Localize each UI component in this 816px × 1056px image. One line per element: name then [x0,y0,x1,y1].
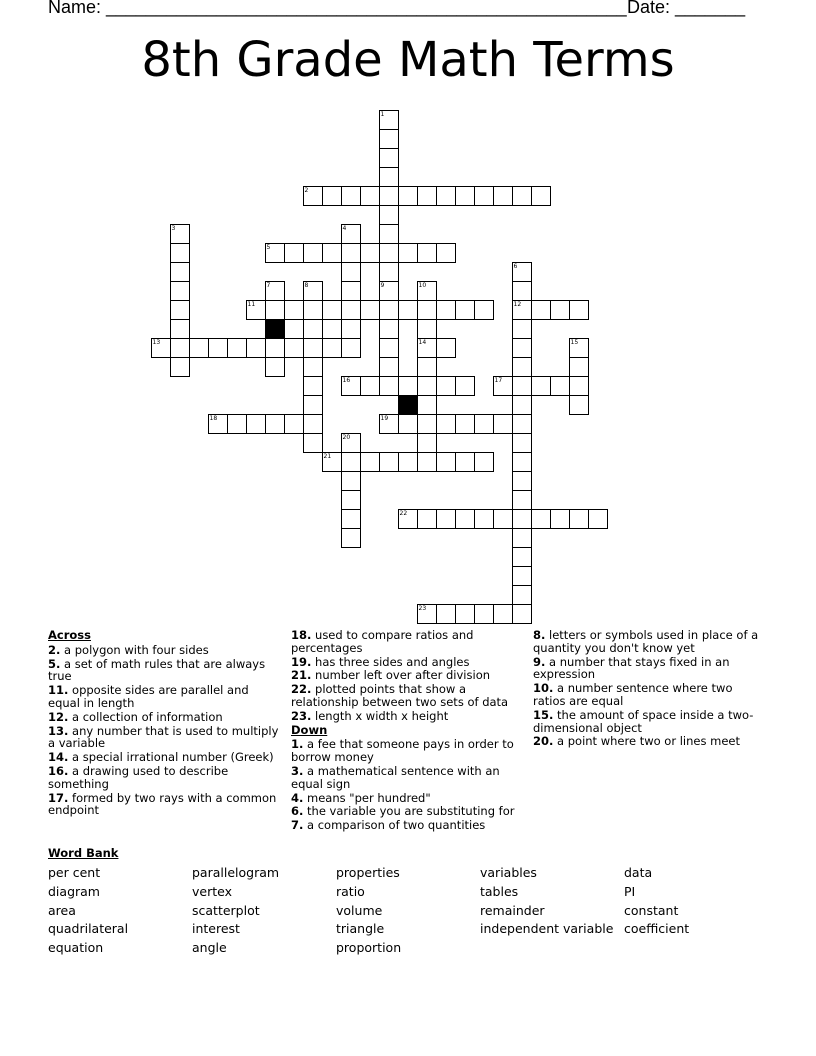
word-bank-word: scatterplot [192,902,260,918]
crossword-cell[interactable] [493,509,513,529]
crossword-cell[interactable] [170,357,190,377]
clue-text: a fee that someone pays in order to borrow money [291,737,514,765]
crossword-cell[interactable] [341,262,361,282]
crossword-cell[interactable] [417,376,437,396]
crossword-cell[interactable] [474,300,494,320]
clue-number: 2. [48,642,61,657]
clue-number: 10. [533,681,554,696]
crossword-cell[interactable] [341,528,361,548]
crossword-cell[interactable] [303,357,323,377]
crossword-cell[interactable] [417,319,437,339]
crossword-cell[interactable] [208,338,228,358]
clue-number: 9. [533,654,546,669]
clue-number-label: 4 [342,224,347,232]
clue-number-label: 12 [513,300,522,308]
crossword-cell[interactable] [512,376,532,396]
crossword-cell[interactable] [170,300,190,320]
crossword-cell[interactable] [360,452,380,472]
crossword-cell[interactable] [455,509,475,529]
crossword-cell[interactable] [379,205,399,225]
clue-number-label: 6 [513,262,518,270]
clue-number: 3. [291,763,304,778]
across-clue [48,751,280,764]
clue-number-label: 21 [323,452,332,460]
word-bank-word: data [624,865,653,880]
crossword-cell[interactable] [322,186,342,206]
crossword-cell[interactable] [417,243,437,263]
crossword-cell[interactable] [436,300,456,320]
across-clue [48,711,280,724]
puzzle-title: 8th Grade Math Terms [141,32,675,88]
down-clue [291,792,523,805]
crossword-cell[interactable] [303,395,323,415]
crossword-cell[interactable] [379,186,399,206]
word-bank-word: angle [192,940,227,956]
crossword-cell[interactable] [170,319,190,339]
crossword-cell[interactable] [265,357,285,377]
crossword-cell[interactable] [550,376,570,396]
crossword-cell[interactable] [512,528,532,548]
down-clue [533,656,765,682]
crossword-cell[interactable] [341,186,361,206]
clue-number-label: 5 [266,243,271,251]
clue-text: the amount of space inside a two-dimensional object [533,707,754,735]
clues-column-1 [48,629,280,818]
crossword-black-cell [265,319,285,339]
clue-text: number left over after division [311,668,491,683]
word-bank-word: diagram [48,883,100,899]
crossword-cell[interactable] [569,395,589,415]
name-line: Name: ____________________________________________________ [48,0,627,17]
crossword-cell[interactable] [379,300,399,320]
crossword-cell[interactable] [341,471,361,491]
clue-number: 18. [291,628,312,642]
crossword-cell[interactable] [360,186,380,206]
crossword-cell[interactable] [303,300,323,320]
across-clue [48,658,280,684]
crossword-cell[interactable] [474,452,494,472]
crossword-cell[interactable] [379,148,399,168]
clue-number-label: 19 [380,414,389,422]
clue-number: 7. [291,818,304,833]
clue-number: 11. [48,683,69,698]
crossword-cell[interactable] [284,414,304,434]
crossword-cell[interactable] [417,414,437,434]
crossword-cell[interactable] [512,186,532,206]
clue-number-label: 17 [494,376,503,384]
crossword-cell[interactable] [512,452,532,472]
clue-text: any number that is used to multiply a variable [48,723,279,751]
clue-number-label: 3 [171,224,176,232]
crossword-cell[interactable] [569,509,589,529]
clue-number: 22. [291,682,312,697]
crossword-cell[interactable] [569,376,589,396]
crossword-cell[interactable] [436,338,456,358]
clue-text: a number sentence where two ratios are equal [533,681,733,708]
clue-text: a polygon with four sides [60,642,209,657]
crossword-cell[interactable] [284,300,304,320]
crossword-cell[interactable] [436,186,456,206]
crossword-cell[interactable] [417,395,437,415]
crossword-cell[interactable] [170,281,190,301]
clue-number: 13. [48,723,69,738]
clue-number-label: 14 [418,338,427,346]
crossword-cell[interactable] [512,433,532,453]
word-bank-word: coefficient [624,921,690,937]
crossword-cell[interactable] [398,300,418,320]
word-bank-column [624,864,689,939]
clue-number: 21. [291,668,312,683]
clue-text: the variable you are substituting for [303,804,515,819]
crossword-cell[interactable] [493,604,513,624]
crossword-cell[interactable] [417,452,437,472]
crossword-cell[interactable] [265,414,285,434]
crossword-cell[interactable] [379,167,399,187]
crossword-cell[interactable] [341,300,361,320]
crossword-cell[interactable] [569,300,589,320]
word-bank-column [480,864,613,939]
crossword-cell[interactable] [379,129,399,149]
crossword-cell[interactable] [284,243,304,263]
crossword-cell[interactable] [265,338,285,358]
clue-number-label: 7 [266,281,271,289]
clue-text: a mathematical sentence with an equal sign [291,763,500,791]
crossword-cell[interactable] [531,186,551,206]
crossword-cell[interactable] [227,414,247,434]
clues-column-3 [533,629,765,749]
down-clue [291,819,523,832]
clue-number-label: 16 [342,376,351,384]
crossword-cell[interactable] [303,319,323,339]
crossword-cell[interactable] [398,243,418,263]
crossword-cell[interactable] [265,300,285,320]
crossword-cell[interactable] [398,414,418,434]
across-heading: Across [48,628,91,642]
crossword-cell[interactable] [455,452,475,472]
clue-number-label: 20 [342,433,351,441]
clue-number-label: 18 [209,414,218,422]
down-clue [291,805,523,818]
clue-number-label: 15 [570,338,579,346]
across-clue [48,792,280,818]
word-bank-word: equation [48,940,104,956]
across-clue [48,725,280,751]
clue-number-label: 9 [380,281,385,289]
clue-number-label: 13 [152,338,161,346]
clue-number-label: 2 [304,186,309,194]
crossword-cell[interactable] [360,300,380,320]
clue-text: a point where two or lines meet [553,734,740,749]
clue-number: 1. [291,737,304,752]
crossword-cell[interactable] [417,509,437,529]
crossword-cell[interactable] [512,319,532,339]
clue-number: 6. [291,804,304,819]
crossword-cell[interactable] [474,186,494,206]
crossword-cell[interactable] [455,604,475,624]
word-bank-word: remainder [480,902,545,918]
crossword-cell[interactable] [531,509,551,529]
crossword-cell[interactable] [531,376,551,396]
crossword-cell[interactable] [341,281,361,301]
clue-text: letters or symbols used in place of a quantity you don't know yet [533,628,759,655]
clue-text: a comparison of two quantities [303,818,486,833]
crossword-cell[interactable] [246,414,266,434]
crossword-cell[interactable] [550,509,570,529]
crossword-cell[interactable] [379,319,399,339]
clue-number-label: 8 [304,281,309,289]
crossword-cell[interactable] [379,357,399,377]
crossword-cell[interactable] [170,262,190,282]
word-bank-heading: Word Bank [48,846,119,860]
word-bank-word: per cent [48,865,101,880]
crossword-cell[interactable] [341,509,361,529]
word-bank-word: tables [480,883,519,899]
crossword-cell[interactable] [189,338,209,358]
down-heading: Down [291,722,328,737]
down-clue [533,682,765,708]
down-clue [533,735,765,748]
word-bank-word: quadrilateral [48,921,129,937]
crossword-cell[interactable] [379,262,399,282]
crossword-cell[interactable] [455,186,475,206]
clue-text: a collection of information [68,709,223,724]
clue-number: 20. [533,734,554,749]
clue-number-label: 1 [380,110,385,118]
word-bank-word: volume [336,902,383,918]
crossword-cell[interactable] [512,395,532,415]
crossword-cell[interactable] [512,471,532,491]
crossword-cell[interactable] [341,243,361,263]
down-clue [533,709,765,735]
word-bank-word: independent variable [480,921,614,937]
crossword-cell[interactable] [436,376,456,396]
word-bank-word: triangle [336,921,385,937]
word-bank-word: interest [192,921,240,937]
crossword-cell[interactable] [379,452,399,472]
crossword-cell[interactable] [322,300,342,320]
crossword-cell[interactable] [512,338,532,358]
word-bank-word: parallelogram [192,865,280,880]
word-bank-word: constant [624,902,679,918]
clue-number: 8. [533,628,546,642]
crossword-cell[interactable] [417,186,437,206]
clue-text: a number that stays fixed in an expression [533,654,730,682]
down-clue [533,629,765,655]
crossword-cell[interactable] [303,414,323,434]
clue-text: formed by two rays with a common endpoint [48,790,277,818]
word-bank-column [48,864,128,958]
crossword-cell[interactable] [227,338,247,358]
crossword-cell[interactable] [436,243,456,263]
word-bank-column [336,864,401,958]
crossword-cell[interactable] [303,376,323,396]
crossword-cell[interactable] [455,414,475,434]
across-clue [48,765,280,791]
crossword-cell[interactable] [474,414,494,434]
clue-text: has three sides and angles [311,654,470,669]
crossword-cell[interactable] [360,243,380,263]
crossword-cell[interactable] [379,224,399,244]
crossword-cell[interactable] [398,452,418,472]
crossword-cell[interactable] [474,604,494,624]
crossword-cell[interactable] [512,547,532,567]
clue-number-label: 23 [418,604,427,612]
across-clue [291,629,523,655]
clues-column-2 [291,629,523,833]
clue-text: length x width x height [311,708,449,723]
clue-number: 19. [291,654,312,669]
crossword-cell[interactable] [512,414,532,434]
crossword-cell[interactable] [512,566,532,586]
crossword-cell[interactable] [512,604,532,624]
crossword-cell[interactable] [398,376,418,396]
crossword-cell[interactable] [303,338,323,358]
crossword-cell[interactable] [360,376,380,396]
crossword-cell[interactable] [379,376,399,396]
across-clue [291,683,523,709]
clue-number: 15. [533,707,554,722]
clue-text: means "per hundred" [303,790,431,805]
clue-number-label: 10 [418,281,427,289]
clue-text: a special irrational number (Greek) [68,750,274,765]
date-line: Date: _______ [627,0,746,17]
word-bank-word: vertex [192,883,232,899]
crossword-cell[interactable] [474,509,494,529]
clue-text: a drawing used to describe something [48,763,229,791]
crossword-cell[interactable] [550,300,570,320]
clue-number-label: 22 [399,509,408,517]
clue-number: 23. [291,708,312,723]
clue-number: 5. [48,656,61,671]
crossword-cell[interactable] [417,300,437,320]
clue-number: 12. [48,709,69,724]
clue-number: 4. [291,790,304,805]
crossword-cell[interactable] [398,186,418,206]
crossword-cell[interactable] [436,509,456,529]
crossword-cell[interactable] [170,243,190,263]
crossword-cell[interactable] [455,376,475,396]
clue-number: 17. [48,790,69,805]
word-bank-word: proportion [336,940,402,956]
crossword-cell[interactable] [493,414,513,434]
clue-text: used to compare ratios and percentages [291,628,474,655]
clue-text: opposite sides are parallel and equal in length [48,683,249,710]
crossword-cell[interactable] [303,243,323,263]
crossword-cell[interactable] [512,509,532,529]
word-bank-word: PI [624,883,636,899]
word-bank-word: variables [480,865,537,880]
crossword-cell[interactable] [341,338,361,358]
crossword-cell[interactable] [284,338,304,358]
word-bank-word: area [48,902,76,918]
crossword-cell[interactable] [512,281,532,301]
across-clue [48,644,280,657]
crossword-cell[interactable] [379,243,399,263]
crossword-cell[interactable] [436,414,456,434]
word-bank-word: ratio [336,883,365,899]
across-clue [291,710,523,723]
clue-number: 16. [48,763,69,778]
across-clue [291,669,523,682]
crossword-cell[interactable] [436,452,456,472]
crossword-cell[interactable] [512,490,532,510]
crossword-cell[interactable] [170,338,190,358]
across-clue [48,684,280,710]
crossword-cell[interactable] [341,490,361,510]
crossword-cell[interactable] [512,357,532,377]
crossword-cell[interactable] [303,433,323,453]
crossword-cell[interactable] [417,357,437,377]
clue-text: a set of math rules that are always true [48,656,266,684]
crossword-cell[interactable] [436,604,456,624]
clue-number-label: 11 [247,300,256,308]
across-clue [291,656,523,669]
down-clue [291,765,523,791]
crossword-cell[interactable] [512,585,532,605]
crossword-cell[interactable] [588,509,608,529]
crossword-black-cell [398,395,418,415]
crossword-cell[interactable] [417,433,437,453]
crossword-cell[interactable] [246,338,266,358]
crossword-cell[interactable] [322,243,342,263]
crossword-cell[interactable] [379,338,399,358]
crossword-cell[interactable] [569,357,589,377]
crossword-cell[interactable] [341,319,361,339]
word-bank-word: properties [336,865,400,880]
crossword-cell[interactable] [322,338,342,358]
clue-number: 14. [48,750,69,765]
clue-text: plotted points that show a relationship between two sets of data [291,682,509,709]
down-clue [291,738,523,764]
word-bank-column [192,864,279,958]
crossword-cell[interactable] [455,300,475,320]
crossword-cell[interactable] [341,452,361,472]
crossword-cell[interactable] [493,186,513,206]
crossword-cell[interactable] [531,300,551,320]
